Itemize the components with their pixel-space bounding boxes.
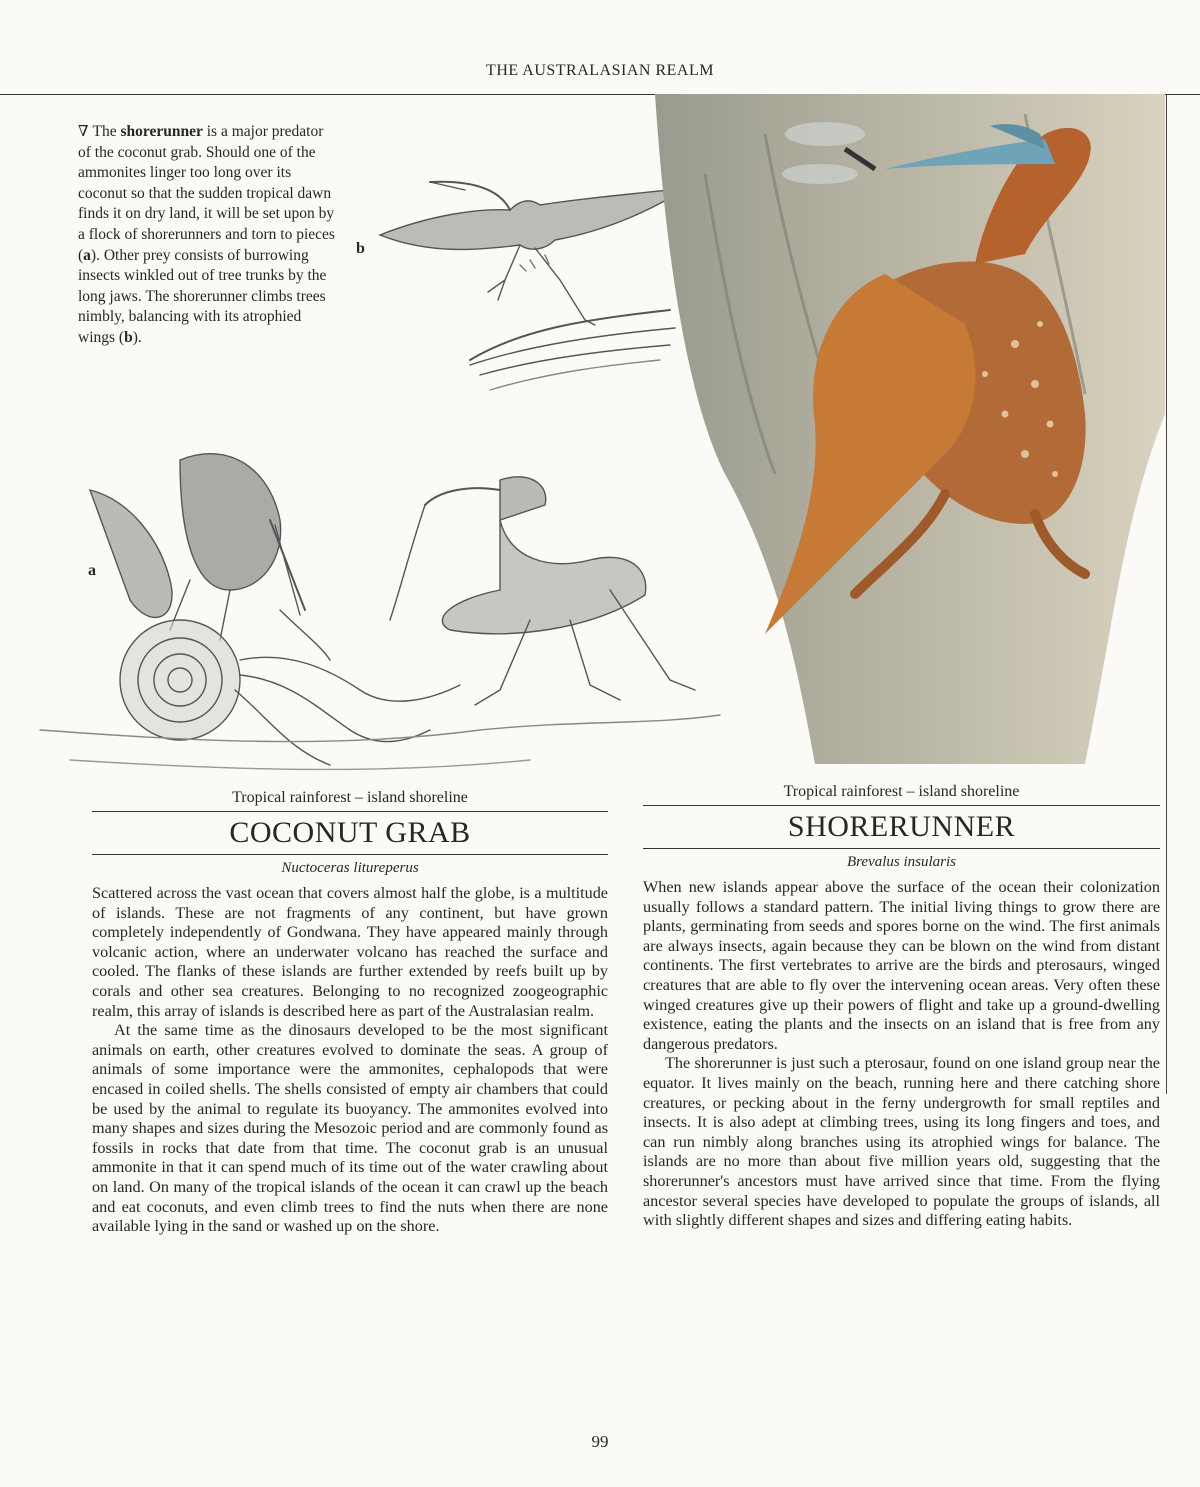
- paragraph: The shorerunner is just such a pterosaur, found on one island group near the equator. It lives mainly on the beach, running here and there catching shore creatures, or pecking about in the ferny undergrowth for small reptiles and insects. It is also adept at climbing trees, using its long fingers and toes, and can run nimbly along branches using its atrophied wings for balance. The islands are no more than about five million years old, suggesting that the shorerunner's ancestors must have arrived since that time. From the flying ancestor several species have developed to populate the groups of islands, all with slightly different shapes and sizes and differing eating habits.: [643, 1054, 1160, 1230]
- paragraph: When new islands appear above the surface of the ocean their colonization usually follows a standard pattern. The initial living things to grow there are plants, germinating from seeds and spores borne on the wind. The first animals are always insects, again because they can be blown on the wind from distant continents. The first vertebrates to arrive are the birds and pterosaurs, winged creatures that are able to fly over the intervening ocean areas. Very often these winged creatures give up their powers of flight and take up a ground-dwelling existence, eating the plants and the insects on an island that is free from any dangerous predators.: [643, 878, 1160, 1053]
- triangle-icon: ∇: [78, 124, 89, 140]
- figure-label-b: b: [356, 240, 365, 257]
- divider: [643, 805, 1160, 806]
- caption-ref-a: a: [83, 246, 91, 264]
- article-coconut-grab: [92, 788, 608, 1237]
- page-number: 99: [591, 1432, 609, 1451]
- caption-part2: is a major predator of the coconut grab. Should one of the ammonites linger too long over its coconut so that the sudden tropical dawn finds it on dry land, it will be set upon by a flock of shorerunners and torn to pieces (: [78, 123, 335, 264]
- paragraph: At the same time as the dinosaurs developed to be the most significant animals on earth, other creatures evolved to dominate the seas. A group of animals of some importance were the ammonites, cephalopods that were encased in coiled shells. The shells consisted of empty air chambers that could be used by the animal to regulate its buoyancy. The ammonites evolved into many shapes and sizes during the Mesozoic period and are commonly found as fossils in rocks that date from that time. The coconut grab is an unusual ammonite in that it can spend much of its time out of the water crawling about on land. On many of the tropical islands of the ocean it can crawl up the beach and eat coconuts, and even climb trees to find the nuts when there are none available lying in the sand or washed up on the shore.: [92, 1021, 608, 1236]
- caption-part1: The: [92, 123, 121, 140]
- article-body: [643, 878, 1160, 1231]
- latin-name: Brevalus insularis: [846, 854, 957, 870]
- sketch-shorerunners-attacking-ammonite: [30, 430, 730, 790]
- divider: [643, 848, 1160, 849]
- article-body: [92, 884, 608, 1237]
- latin-name: Nuctoceras litureperus: [281, 860, 419, 876]
- painting-shorerunner-on-tree: [645, 94, 1165, 764]
- side-rule: [1166, 94, 1167, 1094]
- caption-part3: ). Other prey consists of burrowing insects winkled out of tree trunks by the long jaws. The shorerunner climbs trees nimbly, balancing with its atrophied wings (: [78, 246, 327, 346]
- caption-ref-b: b: [124, 328, 133, 346]
- paragraph: Scattered across the vast ocean that covers almost half the globe, is a multitude of islands. These are not fragments of any continent, but have grown completely independently of Gondwana. They have appeared mainly through volcanic action, where an underwater volcano has reached the surface and cooled. The flanks of these islands are further extended by reefs built up by corals and other sea creatures. Belonging to no recognized zoogeographic realm, this array of islands is described here as part of the Australasian realm.: [92, 884, 608, 1020]
- article-title: SHORERUNNER: [787, 810, 1016, 843]
- divider: [92, 854, 608, 855]
- habitat-label: Tropical rainforest – island shoreline: [232, 789, 468, 806]
- article-title: COCONUT GRAB: [229, 816, 471, 849]
- figure-caption: [78, 122, 340, 349]
- figure-label-a: a: [88, 562, 96, 579]
- caption-bold-term: shorerunner: [120, 123, 203, 140]
- habitat-label: Tropical rainforest – island shoreline: [783, 783, 1020, 800]
- caption-part4: ).: [132, 328, 142, 346]
- divider: [92, 811, 608, 812]
- running-head: THE AUSTRALASIAN REALM: [486, 62, 714, 79]
- article-shorerunner: [643, 782, 1160, 1231]
